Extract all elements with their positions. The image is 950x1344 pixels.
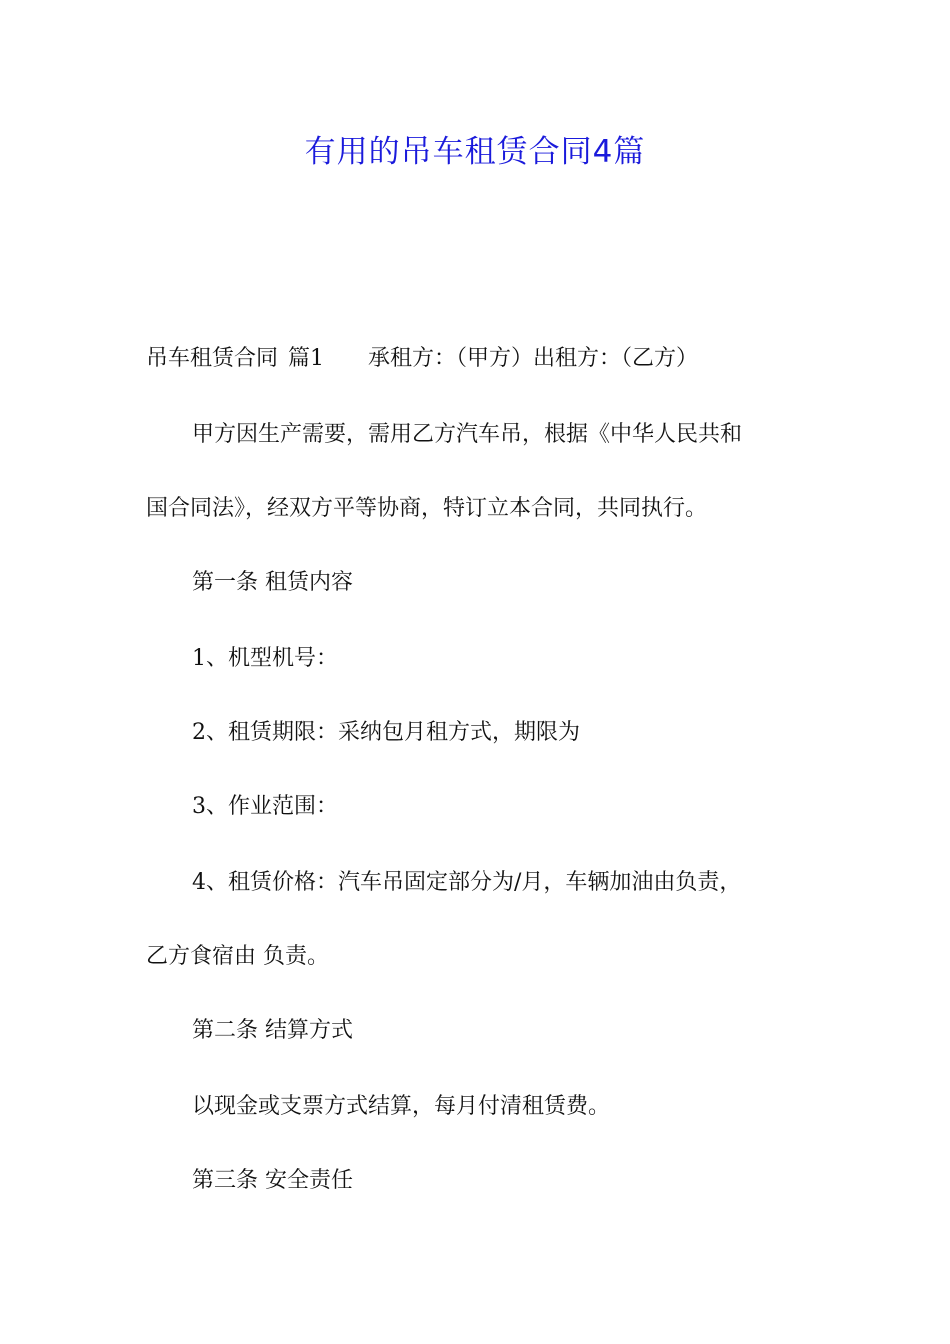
parties-line: 承租方：（甲方）出租方：（乙方） <box>368 346 699 371</box>
contract-header-line <box>146 342 816 376</box>
article-2-text: 以现金或支票方式结算，每月付清租赁费。 <box>192 1094 611 1119</box>
intro-paragraph-line-2: 国合同法》，经双方平等协商，特订立本合同，共同执行。 <box>146 496 708 521</box>
article-1-item-4-line-1: 4、租赁价格：汽车吊固定部分为/月，车辆加油由负责， <box>192 870 742 895</box>
contract-name: 吊车租赁合同 <box>146 346 279 371</box>
article-1-item-2: 2、租赁期限：采纳包月租方式，期限为 <box>192 720 580 745</box>
article-1-heading: 第一条 租赁内容 <box>192 570 353 595</box>
article-1-item-4-line-2: 乙方食宿由 负责。 <box>146 944 329 969</box>
article-1-item-1: 1、机型机号： <box>192 646 338 671</box>
article-3-heading: 第三条 安全责任 <box>192 1168 353 1193</box>
contract-number: 篇1 <box>288 346 325 371</box>
intro-paragraph-line-1: 甲方因生产需要，需用乙方汽车吊，根据《中华人民共和 <box>192 422 743 447</box>
article-2-heading: 第二条 结算方式 <box>192 1018 353 1043</box>
document-title: 有用的吊车租赁合同4篇 <box>304 134 646 170</box>
article-1-item-3: 3、作业范围： <box>192 794 338 819</box>
